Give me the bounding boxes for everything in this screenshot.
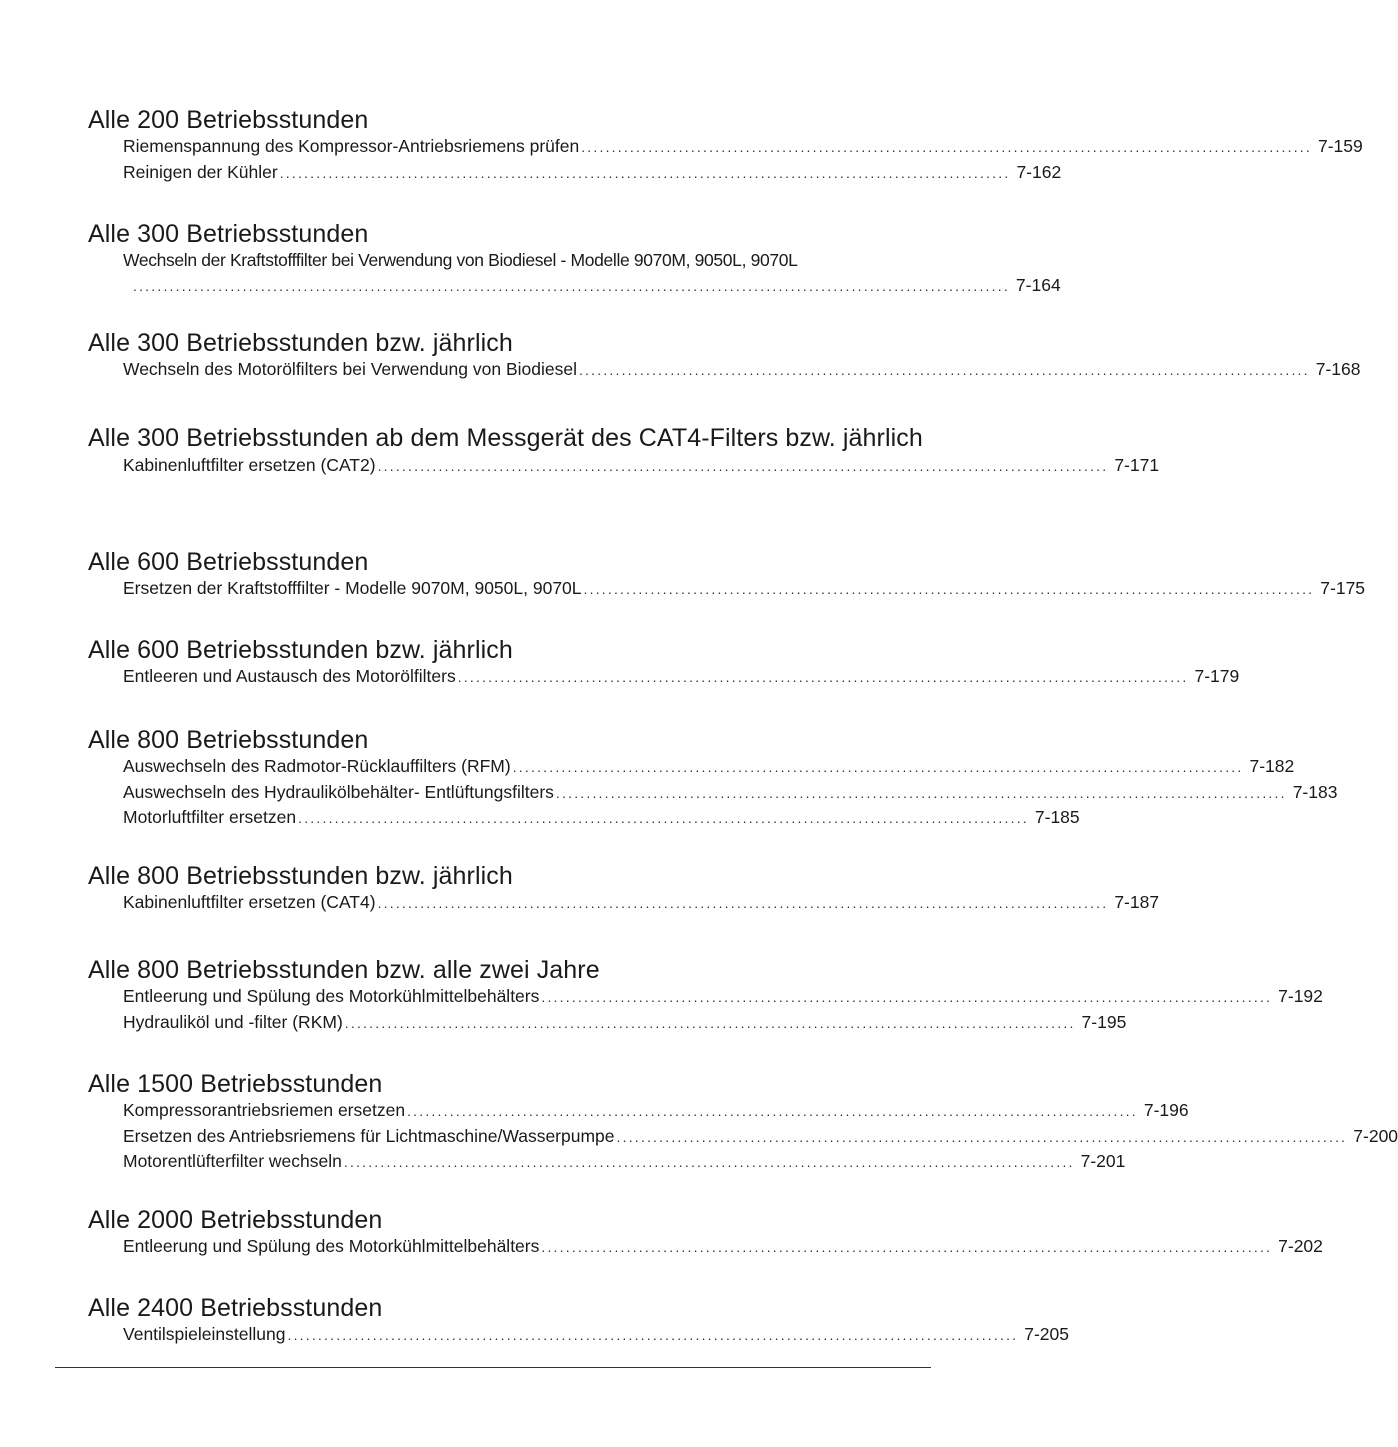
entry-title: Riemenspannung des Kompressor-Antriebsriemens prüfen [123, 134, 581, 160]
section-heading: Alle 1500 Betriebsstunden [88, 1070, 383, 1098]
toc-entry[interactable] [123, 1010, 1127, 1036]
toc-entry[interactable] [123, 134, 1363, 160]
toc-entry[interactable] [123, 1098, 1189, 1124]
entry-title: Wechseln der Kraftstofffilter bei Verwendung von Biodiesel - Modelle 9070M, 9050L, 9070L [123, 250, 798, 270]
section-heading: Alle 300 Betriebsstunden [88, 220, 369, 248]
dot-leader: ........................................................................................................................ [298, 810, 1029, 826]
entry-page: 7-159 [1317, 136, 1363, 156]
entry-title: Kompressorantriebsriemen ersetzen [123, 1098, 407, 1124]
toc-section [88, 862, 1160, 916]
section-heading: Alle 600 Betriebsstunden [88, 548, 369, 576]
entry-page: 7-162 [1016, 161, 1062, 182]
footer-rule [55, 1367, 931, 1368]
entry-title: Wechseln des Motorölfilters bei Verwendung von Biodiesel [123, 357, 579, 383]
entry-page: 7-182 [1249, 756, 1295, 776]
entry-page: 7-183 [1292, 781, 1338, 802]
entry-page: 7-168 [1315, 359, 1361, 379]
section-heading: Alle 600 Betriebsstunden bzw. jährlich [88, 636, 513, 664]
entry-title: Ersetzen der Kraftstofffilter - Modelle 9070M, 9050L, 9070L [123, 576, 584, 602]
dot-leader: ........................................................................................................................ [377, 458, 1109, 474]
entry-title: Kabinenluftfilter ersetzen (CAT2) [123, 453, 378, 479]
dot-leader: ........................................................................................................................ [541, 989, 1273, 1005]
entry-title: Entleerung und Spülung des Motorkühlmittelbehälters [123, 984, 541, 1010]
toc-section [88, 106, 1363, 185]
dot-leader: ........................................................................................................................ [578, 362, 1310, 378]
toc-entry[interactable] [123, 1124, 1398, 1150]
entry-title: Auswechseln des Hydraulikölbehälter- Entlüftungsfilters [123, 780, 556, 806]
section-heading: Alle 300 Betriebsstunden bzw. jährlich [88, 329, 513, 357]
toc-entry[interactable] [123, 984, 1323, 1010]
section-heading: Alle 2000 Betriebsstunden [88, 1206, 383, 1234]
toc-section [88, 1070, 1398, 1175]
toc-section [88, 1294, 1070, 1348]
entry-page: 7-175 [1320, 578, 1366, 598]
toc-section [88, 956, 1323, 1035]
entry-title: Ventilspieleinstellung [123, 1322, 287, 1348]
dot-leader: ........................................................................................................................ [555, 784, 1287, 801]
entry-title: Hydrauliköl und -filter (RKM) [123, 1010, 345, 1036]
toc-section [88, 220, 1061, 298]
dot-leader: ........................................................................................................................ [377, 895, 1109, 911]
dot-leader: ........................................................................................................................ [407, 1103, 1138, 1119]
dot-leader: ........................................................................................................................ [512, 759, 1244, 775]
entry-title: Motorentlüfterfilter wechseln [123, 1149, 344, 1175]
entry-page: 7-179 [1194, 666, 1240, 686]
toc-entry[interactable] [123, 890, 1160, 916]
entry-page: 7-196 [1143, 1100, 1189, 1120]
section-heading: Alle 300 Betriebsstunden ab dem Messgerät des CAT4-Filters bzw. jährlich [88, 424, 923, 452]
entry-title: Motorluftfilter ersetzen [123, 805, 298, 831]
entry-title: Ersetzen des Antriebsriemens für Lichtmaschine/Wasserpumpe [123, 1124, 617, 1150]
section-heading: Alle 800 Betriebsstunden bzw. alle zwei Jahre [88, 956, 600, 984]
dot-leader: ........................................................................................................................ [344, 1014, 1076, 1031]
toc-entry[interactable] [123, 576, 1366, 602]
entry-page: 7-171 [1114, 455, 1160, 475]
toc-section [88, 548, 1366, 602]
entry-page: 7-195 [1081, 1011, 1127, 1032]
entry-title: Reinigen der Kühler [123, 160, 280, 186]
entry-title: Entleeren und Austausch des Motorölfilters [123, 664, 458, 690]
toc-entry[interactable] [123, 754, 1295, 780]
entry-page: 7-200 [1353, 1125, 1398, 1146]
dot-leader: ........................................................................................................................ [457, 669, 1189, 685]
toc-entry[interactable] [123, 1149, 1126, 1175]
section-heading: Alle 800 Betriebsstunden bzw. jährlich [88, 862, 513, 890]
toc-section [88, 423, 1160, 479]
toc-entry[interactable] [123, 1234, 1323, 1260]
entry-page: 7-192 [1278, 986, 1323, 1006]
dot-leader: ........................................................................................................................ [583, 581, 1315, 597]
toc-entry[interactable] [123, 453, 1160, 479]
entry-title: Kabinenluftfilter ersetzen (CAT4) [123, 890, 378, 916]
section-heading: Alle 800 Betriebsstunden [88, 726, 369, 754]
dot-leader: ........................................................................................................................ [616, 1128, 1348, 1145]
entry-page: 7-201 [1080, 1151, 1126, 1171]
toc-entry[interactable] [123, 248, 1061, 298]
toc-section [88, 726, 1338, 831]
toc-entry[interactable] [123, 1322, 1070, 1348]
dot-leader: ........................................................................................................................ [343, 1154, 1075, 1170]
entry-page: 7-164 [1015, 275, 1061, 295]
section-heading: Alle 200 Betriebsstunden [88, 106, 369, 134]
toc-section [88, 636, 1240, 690]
entry-title: Auswechseln des Radmotor-Rücklauffilters (RFM) [123, 754, 513, 780]
toc-entry[interactable] [123, 160, 1062, 186]
toc-entry[interactable] [123, 664, 1240, 690]
toc-entry[interactable] [123, 780, 1338, 806]
entry-page: 7-205 [1024, 1324, 1070, 1344]
dot-leader: ........................................................................................................................ [279, 164, 1011, 181]
dot-leader: ........................................................................................................................ [287, 1327, 1019, 1343]
entry-page: 7-187 [1114, 892, 1160, 912]
entry-continuation [123, 273, 1061, 298]
dot-leader: ........................................................................................................................ [541, 1239, 1273, 1255]
toc-entry[interactable] [123, 805, 1080, 831]
toc-section [88, 329, 1361, 383]
entry-title: Entleerung und Spülung des Motorkühlmittelbehälters [123, 1234, 541, 1260]
dot-leader: ................................................................................................................................................ [133, 278, 1010, 294]
toc-section [88, 1206, 1323, 1260]
section-heading: Alle 2400 Betriebsstunden [88, 1294, 383, 1322]
toc-entry[interactable] [123, 357, 1361, 383]
dot-leader: ........................................................................................................................ [581, 139, 1312, 155]
entry-page: 7-202 [1278, 1236, 1323, 1256]
entry-page: 7-185 [1034, 807, 1080, 827]
